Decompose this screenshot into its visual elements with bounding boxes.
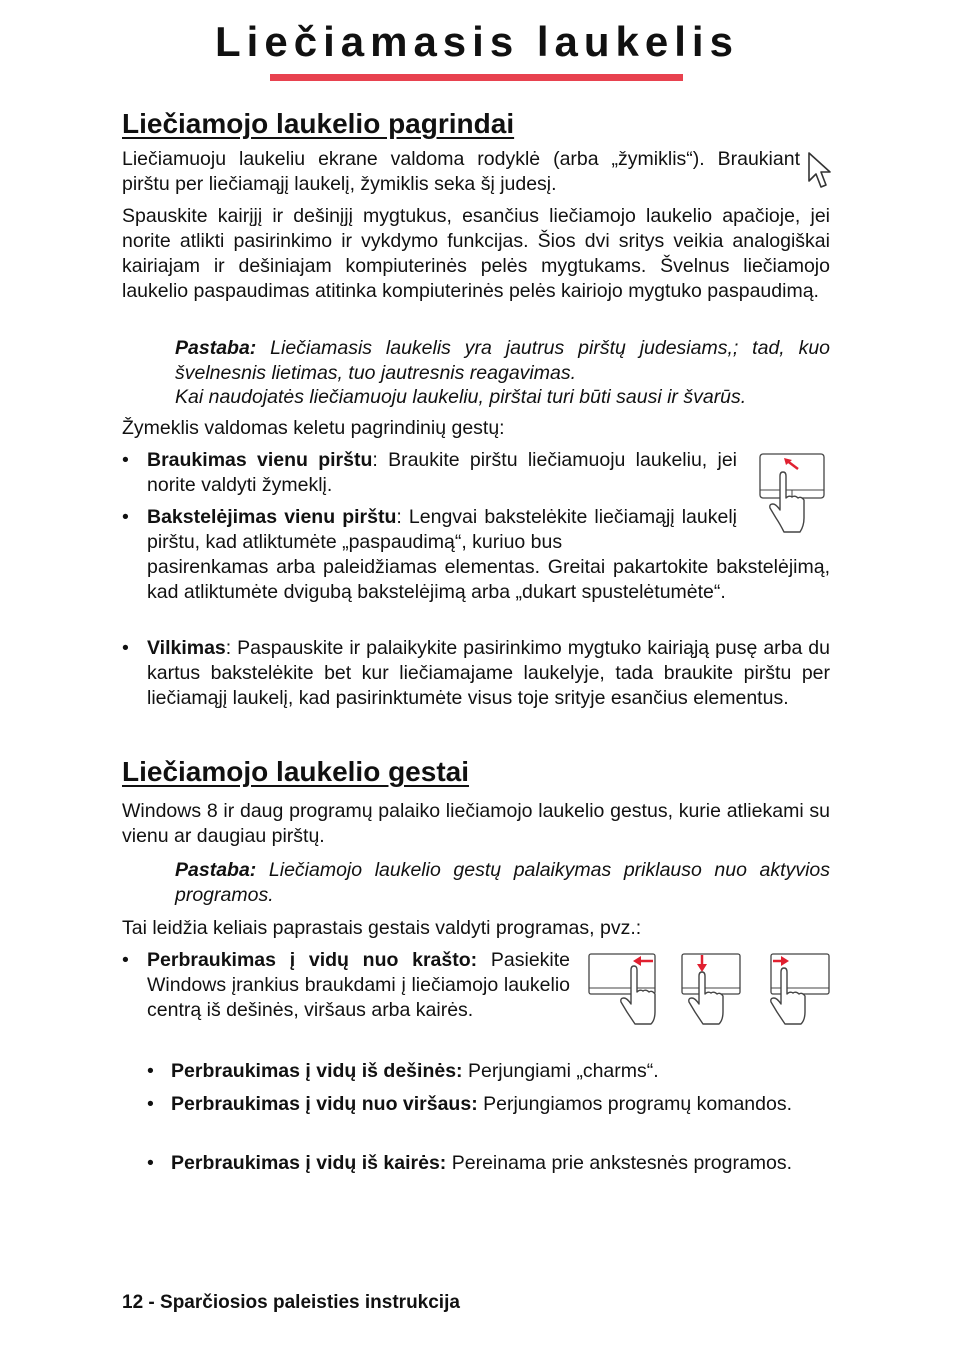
page-footer: 12 - Sparčiosios paleisties instrukcija [122, 1292, 460, 1313]
bullet-text: : Paspauskite ir palaikykite pasirinkimo mygtuko kairiąją pusę arba du kartus bakstelėkite bet kur liečiamajame laukelyje, tada braukite pirštu per liečiamąjį laukelį, kad pasirinktumėte visus toje srityje esančius elementus. [147, 637, 830, 709]
bullet-text: Perjungiamos programų komandos. [477, 1093, 793, 1115]
title-underline-bar [270, 74, 683, 81]
bullet-edge-swipe [147, 948, 570, 1023]
bullet-term: Braukimas vienu pirštu [147, 449, 373, 471]
bullet-one-finger-tap-a [147, 505, 737, 555]
bullet-symbol: • [122, 449, 129, 471]
bullet-term: Vilkimas [147, 637, 226, 659]
sub-bullet-symbol: • [147, 1093, 154, 1115]
swipe-from-top-icon [680, 952, 742, 1028]
bullet-text: : Lengvai bakstelėkite liečiamąjį laukelį pirštu, kad atliktumėte „paspaudimą“, kuriuo bus [147, 506, 737, 553]
bullet-text: Perjungiami „charms“. [462, 1060, 659, 1082]
intro-paragraph-2: Spauskite kairįjį ir dešinįjį mygtukus, esančius liečiamojo laukelio apačioje, jei norite atlikti pasirinkimo ir vykdymo funkcijas. Šios dvi sritys veikia analogiškai kairiajam ir dešiniajam kompiuterinės pelės mygtukams. Švelnus liečiamojo laukelio paspaudimas atitinka kompiuterinės pelės kairiojo mygtuko paspaudimą. [122, 205, 830, 302]
section-heading-gestures: Liečiamojo laukelio gestai [122, 756, 470, 787]
cursor-arrow-icon [806, 151, 832, 191]
bullet-text: Pasiekite Windows įrankius braukdami į liečiamojo laukelio centrą iš dešinės, viršaus arba kairės. [147, 949, 571, 1021]
bullet-term: Perbraukimas į vidų iš kairės: [171, 1152, 447, 1174]
bullet-one-finger-tap-b: pasirenkamas arba paleidžiamas elementas. Greitai pakartokite bakstelėjimą, kad atliktumėte dvigubą bakstelėjimą arba „dukart spustelėtumėte“. [147, 556, 830, 603]
gestures-paragraph: Windows 8 ir daug programų palaiko liečiamojo laukelio gestus, kurie atliekami su vienu ar daugiau pirštų. [122, 800, 830, 847]
note-text: Liečiamojo laukelio gestų palaikymas priklauso nuo aktyvios programos. [175, 859, 830, 906]
sub-bullet-symbol: • [147, 1060, 154, 1082]
gestures-intro: Žymeklis valdomas keletu pagrindinių gestų: [122, 417, 505, 439]
sub-bullet-from-top [171, 1092, 830, 1117]
page-title: Liečiamasis laukelis [215, 18, 739, 65]
bullet-symbol: • [122, 637, 129, 659]
note-text: Liečiamasis laukelis yra jautrus pirštų judesiams,; tad, kuo švelnesnis lietimas, tuo jautresnis reagavimas. [175, 337, 831, 384]
section-heading-basics: Liečiamojo laukelio pagrindai [122, 108, 515, 139]
bullet-drag [147, 636, 830, 711]
bullet-symbol: • [122, 949, 129, 971]
bullet-one-finger-slide [147, 448, 737, 498]
bullet-text: Pereinama prie ankstesnės programos. [446, 1152, 793, 1174]
note-gesture-support [175, 858, 830, 908]
gestures-examples-line: Tai leidžia keliais paprastais gestais valdyti programas, pvz.: [122, 917, 642, 939]
bullet-term: Bakstelėjimas vienu pirštu [147, 506, 397, 528]
touchpad-swipe-icon [758, 452, 830, 536]
bullet-text: : Braukite pirštu liečiamuoju laukeliu, jei norite valdyti žymeklį. [147, 449, 737, 496]
note-label: Pastaba: [175, 337, 257, 359]
intro-paragraph-1: Liečiamuoju laukeliu ekrane valdoma rodyklė (arba „žymiklis“). Braukiant pirštu per liečiamąjį laukelį, žymiklis seka šį judesį. [122, 148, 800, 195]
note-sensitivity [175, 336, 830, 386]
bullet-term: Perbraukimas į vidų iš dešinės: [171, 1060, 463, 1082]
bullet-symbol: • [122, 506, 129, 528]
swipe-from-left-icon [769, 952, 831, 1028]
bullet-term: Perbraukimas į vidų nuo krašto: [147, 949, 478, 971]
swipe-from-right-icon [587, 952, 659, 1028]
note-dry-fingers: Kai naudojatės liečiamuoju laukeliu, pirštai turi būti sausi ir švarūs. [175, 386, 747, 408]
sub-bullet-from-right [171, 1059, 830, 1084]
note-label: Pastaba: [175, 859, 257, 881]
sub-bullet-symbol: • [147, 1152, 154, 1174]
bullet-term: Perbraukimas į vidų nuo viršaus: [171, 1093, 478, 1115]
sub-bullet-from-left [171, 1151, 830, 1176]
